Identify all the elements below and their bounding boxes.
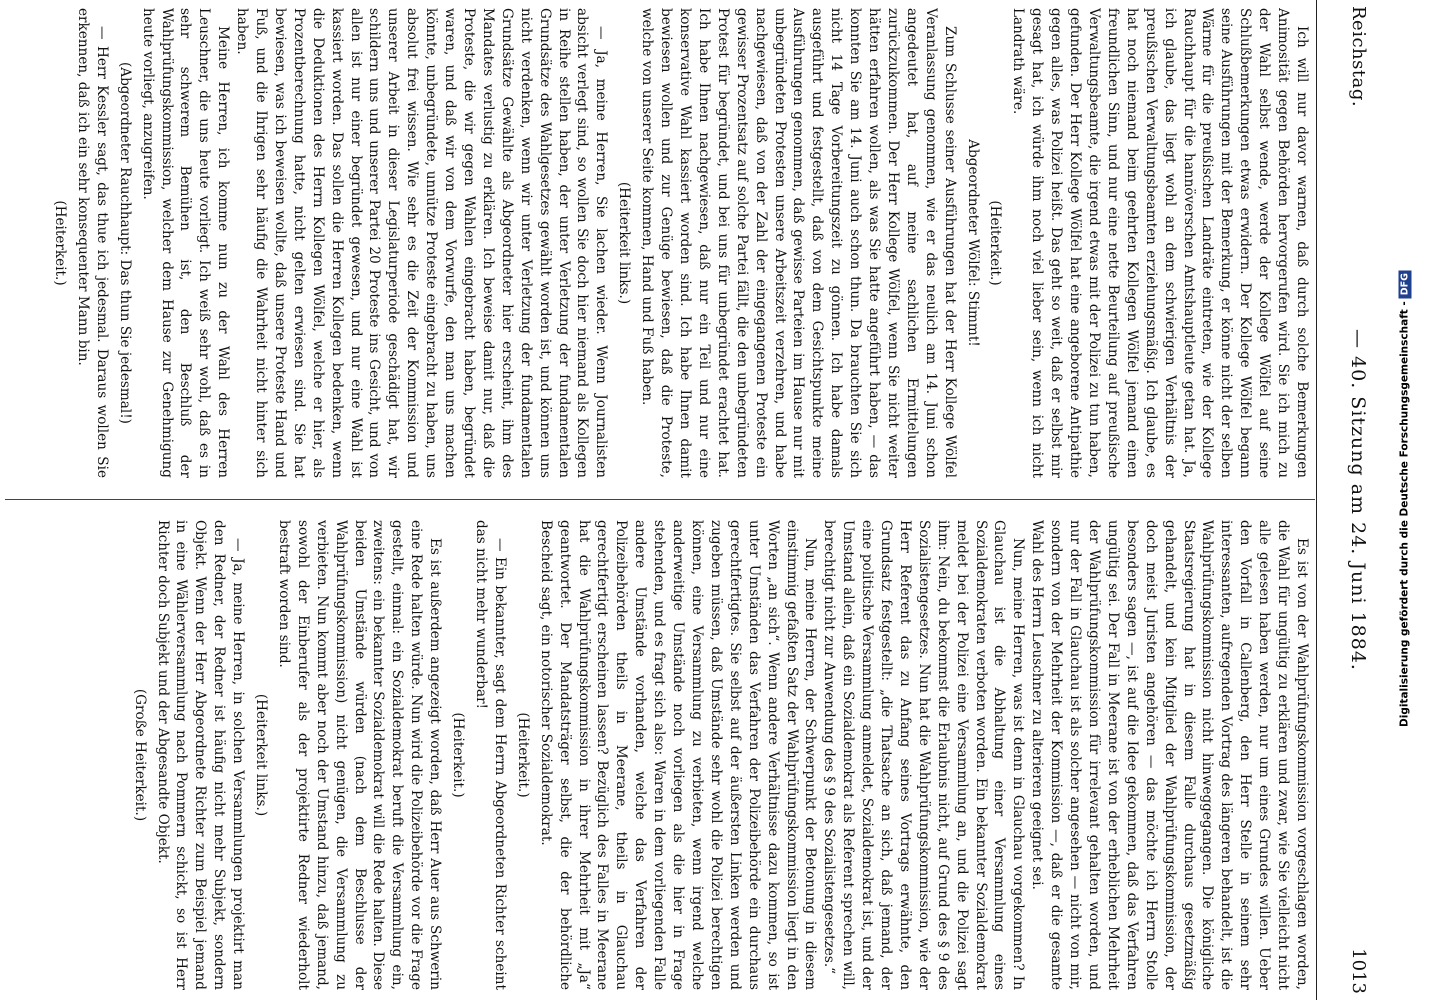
interjection: (Heiterkeit links.)	[253, 693, 270, 817]
page-number: 1013	[1348, 948, 1369, 994]
paragraph: Nun, meine Herren, der Schwerpunkt der Betonung in diesem einstimmig gefaßten Satz der Wahlprüfungskommission liegt in den Worten „an sich“. Wenn andere Verhältnisse dazu kommen, so ist unter Umständen das Verfahren der Polizeibehörde ein durchaus gerechtfertigtes. Sie selbst auf der äußersten Linken werden und zugeben müssen, daß Umstände sehr wohl die Polizei berechtigen können, eine Versammlung zu verbieten, wenn irgend welche anderweitige Umstände noch vorliegen als die hier in Frage stehenden, und es fragt sich also: Waren in dem vorliegenden Falle andere Umstände vorhanden, welche das Verfahren der Polizeibehörden theils in Meerane, theils in Glauchau gerechtfertigt erscheinen lassen? Bezüglich des Falles in Meerane hat die Wahlprüfungskommission in ihrer Mehrheit mit „Ja“ geantwortet. Der Mandatsträger selbst, die der behördliche Bescheid sagt, ein notorischer Sozialdemokrat.	[537, 520, 819, 990]
paragraph: — Ja, meine Herren, in solchen Versammlungen projektirt man den Redner, der Redner ist häufig nicht mehr Subjekt, sondern Objekt. Wenn der Herr Abgeordnete Richter zum Beispiel jemand in eine Wählerversammlung nach Pommern schickt, so ist Herr Richter doch Subjekt und der Abgesandte Objekt.	[154, 520, 247, 990]
paragraph: Nun, meine Herren, was ist denn in Glauchau vorgekommen? In Glauchau ist die Abhaltung einer Versammlung eines Sozialdemokraten verboten worden. Ein bekannter Sozialdemokrat meldet bei der Polizei eine Versammlung an, und die Polizei sagt ihm: Nein, du bekommst die Erlaubnis nicht, auf Grund des § 9 des Sozialistengesetzes. Nun hat die Wahlprüfungskommission, wie der Herr Referent das zu Anfang seines Vortrags erwähnte, den Grundsatz festgestellt: „die Thatsache an sich, daß jemand, der eine politische Versammlung anmeldet, Sozialdemokrat ist, und der Umstand allein, daß ein Sozialdemokrat als Referent sprechen will, berechtigt nicht zur Anwendung des § 9 des Sozialistengesetzes.“	[821, 520, 1027, 990]
right-column	[11, 520, 1311, 990]
interjection: (Heiterkeit.)	[987, 200, 1004, 286]
header-left: Reichstag.	[1348, 6, 1369, 108]
dfg-credit	[1399, 19, 1412, 979]
interjection: (Heiterkeit.)	[450, 712, 467, 798]
paragraph: — Ja, meine Herren, Sie lachen wieder. Wenn Journalisten absicht verlegt sind, so wollen Sie doch hier niemand als Kollegen in Reihe stellen haben, der unter Verletzung der fundamentalen Grundsätze des Wahlgesetzes gewählt worden ist, und können uns nicht verdenken, wenn wir unter Verletzung der fundamentalen Grundsätze Gewählte als Abgeordneter hier erscheint, ihm des Mandates verlustig zu erklären. Ich beweise damit nur, daß die Proteste, die wir gegen Wahlen eingebracht haben, begründet waren, und daß wir von dem Vorwurfe, den man uns machen könnte, unbegründete, unnütze Proteste eingebracht zu haben, uns absolut frei wissen. Wie sehr es die Zeit der Kommission und unserer Arbeit in dieser Legislaturperiode geschädigt hat, wir schildern uns und unserer Partei 20 Proteste ins Gesicht, und von allen ist nur einer begründet gewesen, und nur eine Wahl ist kassiert worden. Das sollen die Herren Kollegen bedenken, wenn die Deduktionen des Herrn Kollegen Wölfel, welche er hier, als Prozentberechnung hatte, nicht gelten erwiesen sind. Sie hat bewiesen, was ich beweisen wollte, daß unsere Proteste Hand und Fuß, und die Ihrigen sehr häufig die Wahrheit nicht hinter sich haben.	[234, 8, 610, 478]
interjection: (Große Heiterkeit.)	[131, 688, 148, 822]
interjection: (Heiterkeit links.)	[616, 181, 633, 305]
interjection: Abgeordneter Wölfel: Stimmt!	[964, 139, 981, 347]
column-divider	[5, 499, 1315, 500]
dfg-credit-text: Digitalisierung gefördert durch die Deutsche Forschungsgemeinschaft -	[1398, 301, 1411, 727]
header-rule	[1316, 0, 1317, 1000]
paragraph: — Herr Kessler sagt, das thue ich jedesmal. Daraus wollen Sie erkennen, daß ich ein sehr konsequenter Mann bin.	[74, 8, 110, 478]
paragraph: Es ist von der Wahlprüfungskommission vorgeschlagen worden, die Wahl für ungültig zu erklären und zwar, wie Sie vielleicht nicht alle gelesen haben werden, nur um eines Grundes willen. Ueber den Vorfall in Callenberg, den Herr Stelle in seinem sehr interessanten, aufregenden Vortrag des längeren behandelt, ist die Wahlprüfungskommission nicht hinweggegangen. Die königliche Staatsregierung hat in diesem Falle durchaus gesetzmäßig gehandelt, und kein Mitglied der Wahlprüfungskommission, der doch meist Juristen angehören — das möchte ich Herrn Stolle besonders sagen —, ist auf die Idee gekommen, daß das Verfahren ungültig sei. Der Fall in Meerane ist von der erheblichen Mehrheit der Wahlprüfungskommission für irrelevant gehalten worden, und nur der Fall in Glauchau ist als solcher angesehen — nicht von mir, sondern von der Mehrheit der Kommission —, daß er die gesamte Wahl des Herrn Leuschner zu alterieren geeignet sei.	[1029, 520, 1310, 990]
paragraph: — Ein bekannter, sagt dem Herrn Abgeordneten Richter scheint das nicht mehr wunderbar!	[473, 520, 508, 990]
left-column	[11, 8, 1311, 478]
interjection: (Heiterkeit.)	[514, 712, 531, 798]
interjection: (Heiterkeit.)	[52, 200, 68, 286]
paragraph: Ich will nur davor warnen, daß durch solche Bemerkungen Animosität gegen Behörden hervorgerufen wird. Sie ich mich zu der Wahl selbst wende, werde der Kollege Wölfel auf seine Schlußbemerkungen etwas erwidern. Der Kollege Wölfel begann seine Ausführungen mit der Bemerkung, er könne nicht der selben Wärme für die preußischen Landräte eintreten, wie der Kollege Rauchhaupt für die hannöverschen Amtshauptleute getan hat. Ja, ich glaube, das liegt wohl an dem schwierigen Verhältnis der preußischen Verwaltungsbeamten erziehungsmäßig. Ich glaube, es hat noch niemand beim geehrten Kollegen Wölfel jemand einen freundlichen Sinn, und nur eine nette Beurteilung auf preußische Verwaltungsbeamte, die irgend etwas mit der Polizei zu tun haben, gefunden. Der Herr Kollege Wölfel hat eine angeborene Antipathie gegen alles, was Polizei heißt. Das geht so weit, daß er selbst mir gesagt hat, ich würde ihm noch viel lieber sein, wenn ich nicht Landrath wäre.	[1010, 8, 1310, 478]
header-title: — 40. Sitzung am 24. Juni 1884.	[1347, 329, 1369, 671]
paragraph: Zum Schlusse seiner Ausführungen hat der Herr Kollege Wölfel Veranlassung genommen, wie er das neulich am 14. Juni schon angedeutet hat, auf meine sachlichen Ermittelungen zurückzukommen. Der Herr Kollege Wölfel, wenn Sie nicht weiter hätten erfahren wollen, als was Sie hatte angeführt haben, — das konnten Sie am 14. Juni auch schon thun. Da brauchten Sie sich nicht 14 Tage Vorbereitungszeit zu gönnen. Ich habe damals ausgeführt und festgestellt, daß von dem Gesichtspunkte meine Ausführungen genommen, daß gewisse Parteien im Hause nur mit unbegründeten Protesten unsere Arbeitszeit verzehren, und habe nachgewiesen, daß von der Zahl der eingegangenen Proteste ein gewisser Prozentsatz auf solche Partei fällt, die den unbegründeten Protest für begründet, und bei uns für unbegründet erachtet hat. Ich habe Ihnen nachgewiesen, daß nur ein Teil und nur eine konservative Wahl kassiert worden sind. Ich habe Ihnen damit bewiesen wollen und zur Genüge bewiesen, daß die Proteste, welche von unserer Seite kommen, Hand und Fuß haben.	[639, 8, 958, 478]
interjection: (Abgeordneter Rauchhaupt: Das thun Sie jedesmal!)	[116, 61, 133, 424]
page-header	[1341, 0, 1375, 1000]
paragraph: Es ist außerdem angezeigt worden, daß Herr Auer aus Schwerin eine Rede halten würde. Nun wird die Polizeibehörde vor die Frage gestellt, einmal: ein Sozialdemokrat beruft die Versammlung ein, zweitens: ein bekannter Sozialdemokrat will die Rede halten. Diese beiden Umstände würden (nach dem Beschlusse der Wahlprüfungskommission) nicht genügen, die Versammlung zu verbieten. Nun kommt aber noch der Umstand hinzu, daß jemand, sowohl der Einberufer als der projektirte Redner wiederholt bestraft worden sind.	[275, 520, 444, 990]
paragraph: Meine Herren, ich komme nun zu der Wahl des Herren Leuschner, die uns heute vorliegt. Ich weiß sehr wohl, daß es in sehr schwerem Bemühen ist, den Beschluß der Wahlprüfungskommission, welcher dem Hause zur Genehmigung heute vorliegt, anzugreifen.	[139, 8, 232, 478]
dfg-badge: DFG	[1399, 270, 1412, 298]
dfg-credit-strip	[1385, 6, 1425, 994]
